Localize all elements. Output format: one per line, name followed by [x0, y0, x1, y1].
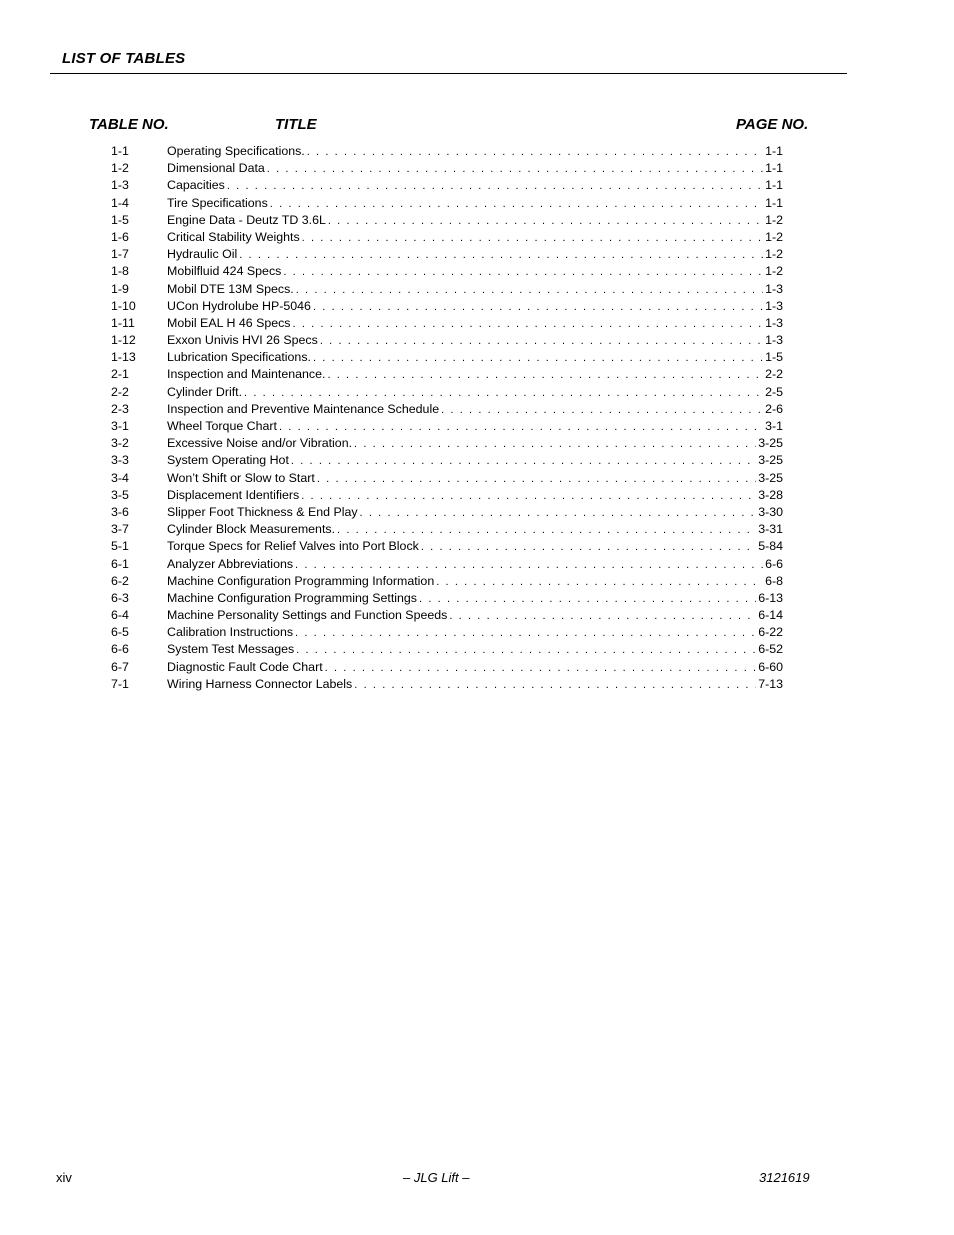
page-number: 1-1 — [765, 161, 783, 176]
page-number: 6-8 — [765, 573, 783, 588]
table-title: Exxon Univis HVI 26 Specs — [167, 332, 320, 349]
dot-leader — [283, 264, 763, 281]
table-number: 6-2 — [111, 573, 129, 588]
table-title: Won’t Shift or Slow to Start — [167, 470, 317, 487]
table-number: 1-5 — [111, 212, 129, 227]
table-number: 1-7 — [111, 247, 129, 262]
table-title: Excessive Noise and/or Vibration. — [167, 435, 354, 452]
toc-entry — [167, 263, 783, 281]
table-title: Machine Configuration Programming Settings — [167, 590, 419, 607]
toc-entry — [167, 435, 783, 453]
dot-leader — [295, 625, 756, 642]
table-title: Mobil EAL H 46 Specs — [167, 315, 293, 332]
page-number: 1-2 — [765, 212, 783, 227]
dot-leader — [317, 471, 756, 488]
table-number: 6-4 — [111, 608, 129, 623]
dot-leader — [301, 488, 756, 505]
toc-row[interactable] — [0, 487, 954, 504]
toc-row[interactable] — [0, 452, 954, 469]
toc-entry — [167, 641, 783, 659]
toc-row[interactable] — [0, 435, 954, 452]
table-number: 3-7 — [111, 522, 129, 537]
table-title: Wheel Torque Chart — [167, 418, 279, 435]
dot-leader — [302, 230, 763, 247]
table-number: 5-1 — [111, 539, 129, 554]
toc-entry — [167, 470, 783, 488]
page-number: 1-2 — [765, 229, 783, 244]
dot-leader — [291, 453, 756, 470]
dot-leader — [295, 557, 763, 574]
toc-entry — [167, 401, 783, 419]
toc-entry — [167, 452, 783, 470]
page-number: 2-5 — [765, 384, 783, 399]
table-number: 2-3 — [111, 401, 129, 416]
toc-row[interactable] — [0, 556, 954, 573]
toc-entry — [167, 143, 783, 161]
table-title: Machine Personality Settings and Function Speeds — [167, 607, 449, 624]
table-number: 1-11 — [111, 315, 135, 330]
table-title: Diagnostic Fault Code Chart — [167, 659, 325, 676]
table-title: Inspection and Maintenance. — [167, 366, 327, 383]
toc-row[interactable] — [0, 281, 954, 298]
toc-row[interactable] — [0, 349, 954, 366]
dot-leader — [354, 436, 756, 453]
table-title: Mobil DTE 13M Specs. — [167, 281, 296, 298]
dot-leader — [307, 144, 763, 161]
toc-entry — [167, 160, 783, 178]
toc-row[interactable] — [0, 659, 954, 676]
page-number: 6-60 — [758, 659, 783, 674]
table-title: Engine Data - Deutz TD 3.6L — [167, 212, 328, 229]
toc-entry — [167, 315, 783, 333]
dot-leader — [293, 316, 764, 333]
toc-entry — [167, 659, 783, 677]
table-title: UCon Hydrolube HP-5046 — [167, 298, 313, 315]
table-number: 3-1 — [111, 419, 129, 433]
toc-row[interactable] — [0, 470, 954, 487]
toc-row[interactable] — [0, 641, 954, 658]
page-number: 3-25 — [758, 470, 783, 485]
table-number: 1-8 — [111, 264, 129, 279]
table-number: 1-4 — [111, 195, 129, 210]
table-number: 1-2 — [111, 161, 129, 176]
page-number: 1-1 — [765, 195, 783, 210]
toc-entry — [167, 676, 783, 694]
toc-row[interactable] — [0, 590, 954, 607]
page-number: 7-13 — [758, 676, 783, 691]
page-number: 1-1 — [765, 178, 783, 193]
table-number: 3-3 — [111, 453, 129, 468]
table-number: 6-1 — [111, 556, 129, 571]
dot-leader — [244, 385, 763, 402]
toc-entry — [167, 556, 783, 574]
toc-entry — [167, 298, 783, 316]
dot-leader — [227, 178, 763, 195]
table-title: Lubrication Specifications. — [167, 349, 313, 366]
table-title: Slipper Foot Thickness & End Play — [167, 504, 360, 521]
page-number: 1-2 — [765, 264, 783, 279]
table-number: 1-1 — [111, 144, 129, 158]
table-title: Tire Specifications — [167, 195, 270, 212]
column-header-title: TITLE — [275, 116, 317, 133]
table-number: 3-6 — [111, 504, 129, 519]
toc-row[interactable] — [0, 538, 954, 555]
page-number: 6-13 — [758, 590, 783, 605]
table-title: Analyzer Abbreviations — [167, 556, 295, 573]
footer-doc-number: 3121619 — [759, 1170, 810, 1185]
toc-entry — [167, 229, 783, 247]
page-number: 3-25 — [758, 436, 783, 451]
toc-row[interactable] — [0, 401, 954, 418]
dot-leader — [320, 333, 763, 350]
dot-leader — [313, 350, 763, 367]
dot-leader — [328, 213, 763, 230]
page-number: 1-3 — [765, 298, 783, 313]
page-number: 3-25 — [758, 453, 783, 468]
table-title: Cylinder Drift. — [167, 384, 244, 401]
dot-leader — [436, 574, 763, 591]
toc-entry — [167, 504, 783, 522]
table-title: Displacement Identifiers — [167, 487, 301, 504]
toc-entry — [167, 177, 783, 195]
table-number: 6-3 — [111, 590, 129, 605]
table-number: 1-10 — [111, 298, 136, 313]
table-title: Wiring Harness Connector Labels — [167, 676, 354, 693]
dot-leader — [421, 539, 756, 556]
table-number: 3-2 — [111, 436, 129, 451]
table-title: Torque Specs for Relief Valves into Port Block — [167, 538, 421, 555]
page-number: 1-5 — [765, 350, 783, 365]
dot-leader — [337, 522, 756, 539]
toc-entry — [167, 212, 783, 230]
toc-row[interactable] — [0, 212, 954, 229]
toc-row[interactable] — [0, 160, 954, 177]
dot-leader — [441, 402, 763, 419]
footer-page-number: xiv — [56, 1170, 72, 1185]
table-number: 6-7 — [111, 659, 129, 674]
toc-entry — [167, 366, 783, 384]
dot-leader — [327, 367, 763, 384]
table-title: Hydraulic Oil — [167, 246, 239, 263]
toc-row[interactable] — [0, 246, 954, 263]
table-title: Calibration Instructions — [167, 624, 295, 641]
page-number: 3-1 — [765, 419, 783, 433]
dot-leader — [239, 247, 763, 264]
column-header-table-no: TABLE NO. — [89, 116, 169, 133]
toc-entry — [167, 487, 783, 505]
table-title: Mobilfluid 424 Specs — [167, 263, 283, 280]
toc-row[interactable] — [0, 676, 954, 693]
table-title: Operating Specifications. — [167, 143, 307, 160]
dot-leader — [419, 591, 756, 608]
page-number: 1-3 — [765, 333, 783, 348]
page-number: 1-3 — [765, 281, 783, 296]
toc-entry — [167, 538, 783, 556]
toc-row[interactable] — [0, 195, 954, 212]
table-title: System Operating Hot — [167, 452, 291, 469]
toc-entry — [167, 590, 783, 608]
table-number: 6-5 — [111, 625, 129, 640]
toc-row[interactable] — [0, 607, 954, 624]
table-number: 3-4 — [111, 470, 129, 485]
table-number: 1-12 — [111, 333, 136, 348]
table-title: Cylinder Block Measurements. — [167, 521, 337, 538]
table-number: 7-1 — [111, 676, 129, 691]
toc-entry — [167, 624, 783, 642]
toc-row[interactable] — [0, 504, 954, 521]
toc-row[interactable] — [0, 624, 954, 641]
table-number: 1-3 — [111, 178, 129, 193]
table-number: 2-2 — [111, 384, 129, 399]
table-number: 3-5 — [111, 487, 129, 502]
table-title: Dimensional Data — [167, 160, 267, 177]
table-number: 1-6 — [111, 229, 129, 244]
dot-leader — [296, 642, 756, 659]
dot-leader — [449, 608, 756, 625]
table-title: Inspection and Preventive Maintenance Schedule — [167, 401, 441, 418]
toc-row[interactable] — [0, 366, 954, 383]
table-number: 1-9 — [111, 281, 129, 296]
page-number: 2-2 — [765, 367, 783, 382]
table-title: Capacities — [167, 177, 227, 194]
dot-leader — [267, 161, 763, 178]
dot-leader — [354, 677, 756, 694]
header-rule — [50, 73, 847, 74]
dot-leader — [313, 299, 763, 316]
toc-row[interactable] — [0, 263, 954, 280]
toc-entry — [167, 384, 783, 402]
toc-row[interactable] — [0, 177, 954, 194]
page-number: 6-22 — [758, 625, 783, 640]
page-header-title: LIST OF TABLES — [62, 50, 186, 67]
toc-row[interactable] — [0, 143, 954, 160]
page-number: 1-3 — [765, 315, 783, 330]
page-number: 2-6 — [765, 401, 783, 416]
toc-row[interactable] — [0, 315, 954, 332]
column-header-page-no: PAGE NO. — [736, 116, 809, 133]
table-title: Critical Stability Weights — [167, 229, 302, 246]
dot-leader — [325, 660, 757, 677]
dot-leader — [279, 419, 763, 436]
toc-entry — [167, 521, 783, 539]
page-number: 5-84 — [758, 539, 783, 554]
toc-entry — [167, 332, 783, 350]
toc-row[interactable] — [0, 298, 954, 315]
toc-entry — [167, 349, 783, 367]
page-number: 3-28 — [758, 487, 783, 502]
page-number: 1-2 — [765, 247, 783, 262]
page-number: 1-1 — [765, 144, 783, 158]
toc-entry — [167, 195, 783, 213]
toc-entry — [167, 418, 783, 436]
page-number: 6-52 — [758, 642, 783, 657]
dot-leader — [296, 282, 763, 299]
toc-entry — [167, 573, 783, 591]
toc-row[interactable] — [0, 332, 954, 349]
list-of-tables — [0, 143, 954, 693]
toc-entry — [167, 607, 783, 625]
table-number: 2-1 — [111, 367, 129, 382]
toc-row[interactable] — [0, 229, 954, 246]
dot-leader — [360, 505, 757, 522]
toc-entry — [167, 246, 783, 264]
table-title: Machine Configuration Programming Information — [167, 573, 436, 590]
table-number: 1-13 — [111, 350, 136, 365]
toc-row[interactable] — [0, 573, 954, 590]
page-number: 3-30 — [758, 504, 783, 519]
table-number: 6-6 — [111, 642, 129, 657]
toc-entry — [167, 281, 783, 299]
page-number: 6-6 — [765, 556, 783, 571]
toc-row[interactable] — [0, 384, 954, 401]
dot-leader — [270, 196, 763, 213]
toc-row[interactable] — [0, 418, 954, 435]
table-title: System Test Messages — [167, 641, 296, 658]
toc-row[interactable] — [0, 521, 954, 538]
footer-company: – JLG Lift – — [403, 1170, 470, 1185]
page-number: 3-31 — [758, 522, 783, 537]
page-number: 6-14 — [758, 608, 783, 623]
